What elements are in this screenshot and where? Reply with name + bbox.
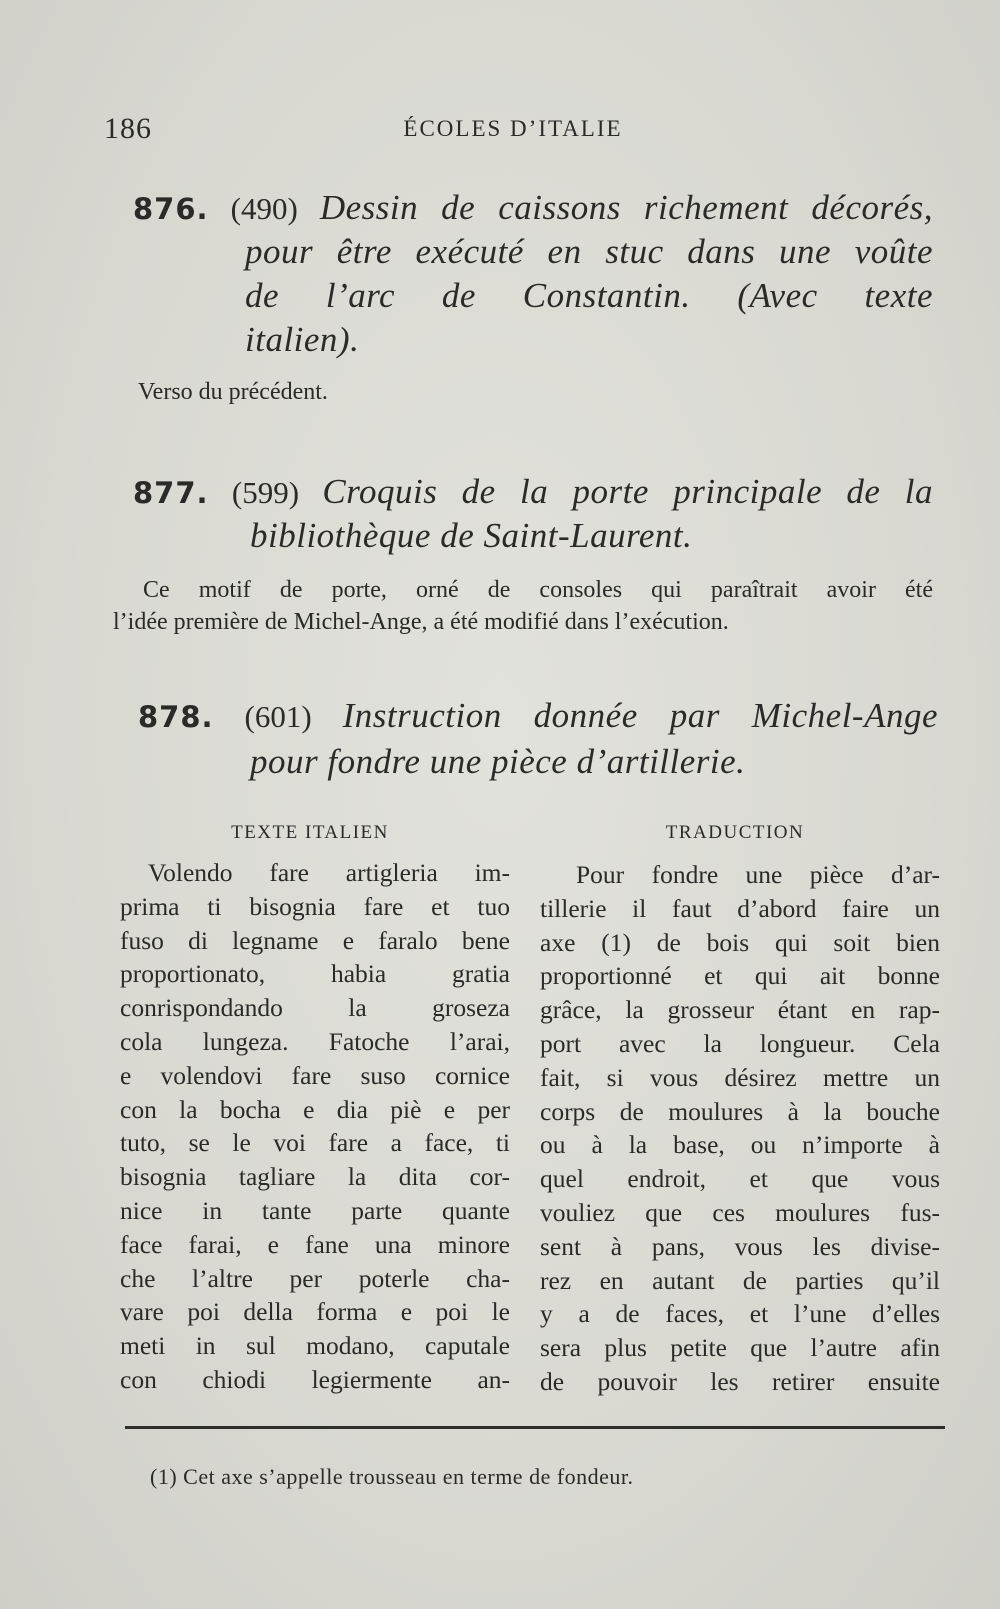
entry-note: Verso du précédent. <box>138 379 328 405</box>
text-line: proportionato, habia gratia <box>120 959 510 989</box>
entry-877-first-line <box>133 470 933 515</box>
entry-title-line: pour fondre une pièce d’artillerie. <box>250 742 746 781</box>
entry-877-heading <box>133 470 933 515</box>
text-line: bisognia tagliare la dita cor- <box>120 1162 510 1192</box>
entry-note-line: l’idée première de Michel-Ange, a été modifié dans l’exécution. <box>113 609 729 635</box>
italian-text-column <box>120 856 510 1397</box>
entry-title-line: Instruction donnée par Michel-Ange <box>342 696 939 735</box>
entry-title-line: bibliothèque de Saint-Laurent. <box>250 516 693 555</box>
text-line: vouliez que ces moulures fus- <box>540 1197 940 1227</box>
entry-878-first-line <box>138 694 938 739</box>
entry-876-first-line <box>133 186 933 231</box>
entry-ref: (490) <box>230 191 298 226</box>
text-line: sent à pans, vous les divise- <box>540 1231 940 1261</box>
text-line: Volendo fare artigleria im- <box>148 858 510 887</box>
text-line: de pouvoir les retirer ensuite <box>540 1366 940 1396</box>
entry-878-heading <box>138 694 938 739</box>
entry-title-line: Dessin de caissons richement décorés, <box>319 188 934 227</box>
text-line: rez en autant de parties qu’il <box>540 1265 940 1295</box>
text-line: conrispondando la groseza <box>120 993 510 1023</box>
entry-number: 878. <box>138 700 214 734</box>
column-heading-italian: TEXTE ITALIEN <box>231 822 389 843</box>
running-title <box>0 116 1000 142</box>
translation-text-column <box>540 858 940 1399</box>
text-line: port avec la longueur. Cela <box>540 1028 940 1058</box>
text-line: sera plus petite que l’autre afin <box>540 1333 940 1363</box>
entry-note-line: Ce motif de porte, orné de consoles qui paraîtrait avoir été <box>143 577 933 603</box>
entry-title-line: de l’arc de Constantin. (Avec texte <box>245 276 933 315</box>
text-line: axe (1) de bois qui soit bien <box>540 927 940 957</box>
entry-ref: (601) <box>244 699 312 734</box>
text-line: ou à la base, ou n’importe à <box>540 1130 940 1160</box>
text-line: con la bocha e dia piè e per <box>120 1094 510 1124</box>
text-line: face farai, e fane una minore <box>120 1229 510 1259</box>
entry-876-heading <box>133 186 933 231</box>
text-line: meti in sul modano, caputale <box>120 1331 510 1361</box>
text-line: quel endroit, et que vous <box>540 1164 940 1194</box>
text-line: cola lungeza. Fatoche l’arai, <box>120 1026 510 1056</box>
text-line: e volendovi fare suso cornice <box>120 1060 510 1090</box>
text-line: Pour fondre une pièce d’ar- <box>576 860 940 889</box>
text-line: tuto, se le voi fare a face, ti <box>120 1128 510 1158</box>
text-line: y a de faces, et l’une d’elles <box>540 1299 940 1329</box>
entry-ref: (599) <box>231 475 300 510</box>
text-line: che l’altre per poterle cha- <box>120 1263 510 1293</box>
text-line: proportionné et qui ait bonne <box>540 961 940 991</box>
page-number: 186 <box>104 112 152 145</box>
entry-number: 877. <box>133 476 209 510</box>
entry-title-line: italien). <box>245 320 360 359</box>
entry-title-line: Croquis de la porte principale de la <box>322 472 933 511</box>
running-title-text: ÉCOLES D’ITALIE <box>403 116 623 141</box>
footnote: (1) Cet axe s’appelle trousseau en terme de fondeur. <box>150 1464 634 1489</box>
footnote-rule <box>125 1426 945 1429</box>
text-line: grâce, la grosseur étant en rap- <box>540 995 940 1025</box>
entry-number: 876. <box>133 192 209 226</box>
text-line: vare poi della forma e poi le <box>120 1297 510 1327</box>
text-line: tillerie il faut d’abord faire un <box>540 893 940 923</box>
column-heading-translation: TRADUCTION <box>665 822 805 843</box>
text-line: corps de moulures à la bouche <box>540 1096 940 1126</box>
entry-title-line: pour être exécuté en stuc dans une voûte <box>245 232 933 271</box>
text-line: prima ti bisognia fare et tuo <box>120 891 510 921</box>
text-line: nice in tante parte quante <box>120 1195 510 1225</box>
text-line: con chiodi legiermente an- <box>120 1364 510 1394</box>
text-line: fuso di legname e faralo bene <box>120 925 510 955</box>
text-line: fait, si vous désirez mettre un <box>540 1062 940 1092</box>
